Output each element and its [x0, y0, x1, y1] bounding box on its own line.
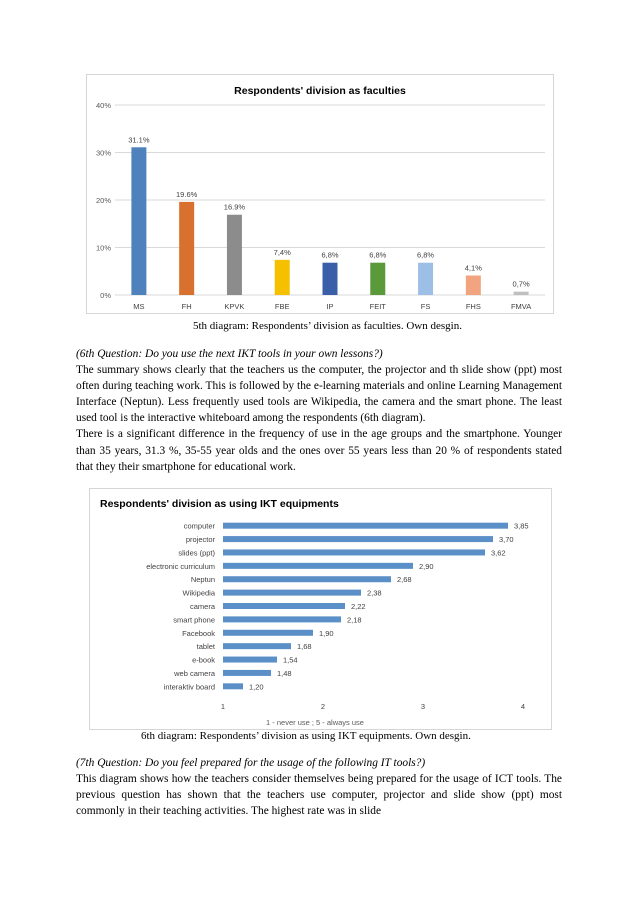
data-label: 6,8%	[321, 250, 339, 260]
data-label: 4,1%	[464, 263, 482, 273]
question-7: (7th Question: Do you feel prepared for the usage of the following IT tools?)	[76, 757, 426, 769]
y-tick-label: tablet	[196, 642, 215, 652]
bar	[223, 657, 277, 663]
section-6	[76, 346, 562, 475]
x-tick-label: 4	[520, 702, 526, 711]
y-tick-label: smart phone	[173, 615, 215, 625]
data-label: 1,68	[297, 642, 312, 652]
data-label: 2,90	[419, 561, 434, 571]
x-tick-label: IP	[326, 302, 334, 311]
y-tick-label: interaktiv board	[163, 682, 215, 692]
y-tick-label: Wikipedia	[182, 588, 215, 598]
data-label: 7,4%	[273, 247, 291, 257]
bar	[223, 563, 413, 569]
bar	[131, 147, 146, 295]
bar	[227, 215, 242, 295]
bar	[223, 670, 271, 676]
section-7	[76, 755, 562, 819]
section-7-paragraph-1: This diagram shows how the teachers consider themselves being prepared for the usage of ICT tools. The previous question has shown that the teachers use computer, projector and slide show (ppt) most commonly in their teaching activities. The highest rate was in slide	[76, 773, 562, 818]
data-label: 1,20	[249, 682, 264, 692]
chart1-caption: 5th diagram: Respondents’ division as faculties. Own desgin.	[193, 320, 462, 332]
data-label: 6,8%	[417, 250, 435, 260]
x-tick-label: FS	[420, 302, 431, 311]
bar	[223, 549, 485, 555]
x-tick-label: FEIT	[369, 302, 386, 311]
y-tick-label: e-book	[192, 655, 215, 665]
bar	[223, 536, 493, 542]
ikt-chart-svg	[90, 489, 551, 729]
bar	[223, 576, 391, 582]
bar	[418, 263, 433, 295]
x-tick-label: 1	[220, 702, 226, 711]
x-tick-label: FBE	[274, 302, 290, 311]
data-label: 0,7%	[512, 279, 530, 289]
data-label: 2,18	[347, 615, 362, 625]
x-axis-label: 1 - never use ; 5 - always use	[266, 718, 364, 727]
section-6-paragraph-2: There is a significant difference in the frequency of use in the age groups and the smartphone. Younger than 35 years, 31.3 %, 35-55 year olds and the ones over 55 years less than 20 % of respondents stated that they their smartphone for educational work.	[76, 428, 562, 473]
chart2-caption: 6th diagram: Respondents’ division as using IKT equipments. Own desgin.	[141, 730, 471, 742]
y-tick-label: computer	[183, 521, 215, 531]
y-tick-label: electronic curriculum	[146, 561, 215, 571]
chart-title: Respondents' division as faculties	[234, 85, 406, 97]
x-tick-label: FH	[181, 302, 192, 311]
y-tick-label: 10%	[95, 243, 111, 253]
x-tick-label: MS	[133, 302, 145, 311]
bar	[223, 616, 341, 622]
y-tick-label: projector	[185, 535, 215, 545]
bar	[223, 683, 243, 689]
data-label: 31.1%	[128, 135, 150, 145]
bar	[514, 292, 529, 295]
bar	[223, 590, 361, 596]
y-tick-label: web camera	[174, 668, 215, 678]
y-tick-label: Facebook	[182, 628, 215, 638]
x-tick-label: 2	[320, 702, 326, 711]
bar	[223, 630, 313, 636]
data-label: 3,62	[491, 548, 506, 558]
bar	[223, 523, 508, 529]
y-tick-label: 40%	[95, 101, 111, 110]
data-label: 1,54	[283, 655, 298, 665]
chart-title: Respondents' division as using IKT equipments	[100, 498, 339, 510]
data-label: 3,85	[514, 521, 529, 531]
bar	[223, 643, 291, 649]
faculty-chart	[86, 74, 554, 314]
data-label: 6,8%	[369, 250, 387, 260]
x-tick-label: FMVA	[510, 302, 532, 311]
data-label: 2,38	[367, 588, 382, 598]
y-tick-label: camera	[189, 602, 215, 611]
y-tick-label: 20%	[95, 196, 111, 205]
bar	[275, 260, 290, 295]
bar	[179, 202, 194, 295]
question-6: (6th Question: Do you use the next IKT tools in your own lessons?)	[76, 348, 383, 360]
x-tick-label: KPVK	[224, 302, 245, 311]
data-label: 1,90	[319, 628, 334, 638]
section-6-paragraph-1: The summary shows clearly that the teachers us the computer, the projector and th slide show (ppt) most often during teaching work. This is followed by the e-learning materials and online Learning Management Interface (Neptun). Less frequently used tools are Wikipedia, the camera and the smart phone. The least used tool is the interactive whiteboard among the respondents (6th diagram).	[76, 364, 562, 425]
faculty-chart-svg	[87, 75, 553, 313]
x-tick-label: FHS	[465, 302, 481, 311]
data-label: 2,22	[351, 602, 366, 611]
data-label: 16.9%	[223, 202, 246, 212]
y-tick-label: slides (ppt)	[178, 548, 215, 558]
bar	[223, 603, 345, 609]
x-tick-label: 3	[420, 702, 426, 711]
data-label: 3,70	[499, 535, 514, 545]
data-label: 19.6%	[176, 189, 198, 199]
bar	[323, 263, 338, 295]
data-label: 1,48	[277, 668, 292, 678]
y-tick-label: Neptun	[190, 575, 215, 585]
ikt-chart	[89, 488, 552, 730]
data-label: 2,68	[397, 575, 412, 585]
bar	[370, 263, 385, 295]
y-tick-label: 0%	[100, 291, 111, 300]
bar	[466, 276, 481, 295]
y-tick-label: 30%	[95, 148, 111, 158]
